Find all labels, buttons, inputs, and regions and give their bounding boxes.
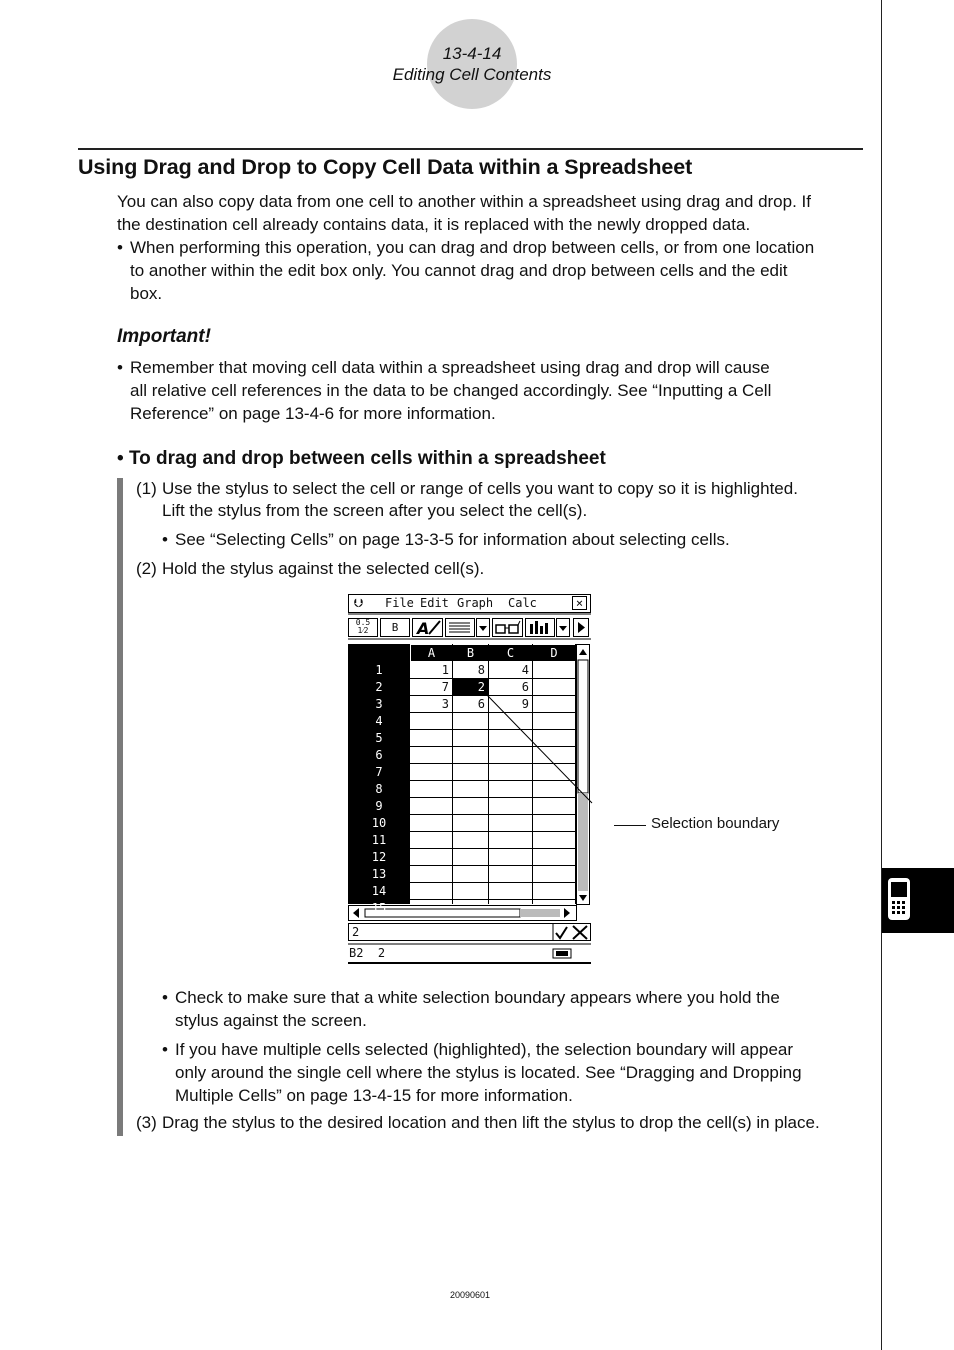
important-line-1: Remember that moving cell data within a spreadsheet using drag and drop will cause <box>130 358 770 377</box>
align-button[interactable] <box>445 618 475 637</box>
cell-view-button[interactable] <box>492 618 523 637</box>
step-2-number: (2) <box>136 559 157 578</box>
section-title: Editing Cell Contents <box>392 65 552 84</box>
cell-c3[interactable]: 9 <box>521 697 529 711</box>
glasses-icon <box>493 619 522 636</box>
row-header[interactable]: 10 <box>348 815 410 831</box>
calculator-icon <box>882 868 954 933</box>
text-edit-icon <box>414 619 442 636</box>
row-header[interactable]: 7 <box>348 764 410 780</box>
step-2-text: Hold the stylus against the selected cell(s). <box>162 559 485 578</box>
intro-line-2: the destination cell already contains data, it is replaced with the newly dropped data. <box>117 215 751 234</box>
status-bar: B2 2 <box>349 946 386 960</box>
calculator-screen <box>347 593 592 966</box>
row-header[interactable]: 2 <box>348 679 410 695</box>
column-header-a[interactable]: A <box>411 645 452 661</box>
menu-calc[interactable]: Calc <box>508 596 537 610</box>
note-1-line-2: stylus against the screen. <box>175 1011 367 1030</box>
note-2-line-3: Multiple Cells” on page 13-4-15 for more information. <box>175 1086 573 1105</box>
intro-bullet <box>117 236 815 305</box>
menu-graph[interactable]: Graph <box>457 596 494 610</box>
fraction-button[interactable] <box>348 618 378 637</box>
bold-button[interactable]: B <box>380 618 410 637</box>
row-header[interactable]: 4 <box>348 713 410 729</box>
row-header[interactable]: 1 <box>348 662 410 678</box>
note-1-line-1: Check to make sure that a white selection boundary appears where you hold the <box>175 988 780 1007</box>
heading-rule <box>78 148 863 150</box>
row-header[interactable]: 8 <box>348 781 410 797</box>
row-header[interactable]: 5 <box>348 730 410 746</box>
step-1-line-2: Lift the stylus from the screen after you select the cell(s). <box>162 501 588 520</box>
row-header[interactable] <box>348 900 410 904</box>
cell-a3[interactable]: 3 <box>441 697 449 711</box>
callout-leader <box>614 825 646 826</box>
intro-line-1: You can also copy data from one cell to another within a spreadsheet using drag and drop. If <box>117 192 811 211</box>
fraction-bottom: 1⁄2 <box>357 626 369 635</box>
cell-b2-selected[interactable]: 2 <box>477 680 485 694</box>
format-button[interactable] <box>412 618 443 637</box>
toolbar-next[interactable] <box>573 618 589 637</box>
note-2 <box>162 1038 802 1107</box>
cell-a2[interactable]: 7 <box>441 680 449 694</box>
menu-edit[interactable]: Edit <box>420 596 449 610</box>
cell-c2[interactable]: 6 <box>521 680 529 694</box>
graph-dropdown[interactable] <box>556 618 570 637</box>
step-1-number: (1) <box>136 479 157 498</box>
chevron-down-icon <box>557 619 569 636</box>
page-title: Using Drag and Drop to Copy Cell Data within a Spreadsheet <box>78 155 693 179</box>
row-header[interactable]: 14 <box>348 883 410 899</box>
bar-chart-icon <box>526 619 554 636</box>
chevron-down-icon <box>477 619 489 636</box>
edit-box[interactable]: 2 <box>352 925 360 939</box>
important-title: Important! <box>117 326 211 347</box>
cell-b1[interactable]: 8 <box>477 663 485 677</box>
bullet-dot: • <box>117 238 123 257</box>
column-header-d[interactable]: D <box>533 645 575 661</box>
row-header[interactable]: 11 <box>348 832 410 848</box>
margin-rule <box>881 0 882 1350</box>
procedure-title <box>117 448 606 470</box>
row-header[interactable]: 9 <box>348 798 410 814</box>
row-header[interactable]: 12 <box>348 849 410 865</box>
procedure-bullet: • <box>117 448 124 469</box>
svg-text:A: A <box>416 619 429 638</box>
graph-button[interactable] <box>525 618 555 637</box>
intro-bullet-line-3: box. <box>130 284 163 303</box>
important-line-3: Reference” on page 13-4-6 for more information. <box>130 404 496 423</box>
align-icon <box>446 619 474 636</box>
bullet-dot: • <box>117 358 123 377</box>
selection-boundary-label: Selection boundary <box>651 815 780 832</box>
intro-bullet-line-2: to another within the edit box only. You cannot drag and drop between cells and the edit <box>130 261 788 280</box>
step-3-number: (3) <box>136 1113 157 1132</box>
fraction-top: 0.5 <box>355 618 371 627</box>
cell-c1[interactable]: 4 <box>521 663 529 677</box>
align-dropdown[interactable] <box>476 618 490 637</box>
important-line-2: all relative cell references in the data to be changed accordingly. See “Inputting a Cell <box>130 381 772 400</box>
note-1 <box>162 986 780 1032</box>
important-bullet <box>117 356 772 425</box>
step-3-text: Drag the stylus to the desired location and then lift the stylus to drop the cell(s) in place. <box>162 1113 820 1132</box>
procedure-title-text: To drag and drop between cells within a spreadsheet <box>128 448 606 469</box>
bullet-dot: • <box>162 988 168 1007</box>
step-1-line-1: Use the stylus to select the cell or range of cells you want to copy so it is highlighted. <box>162 479 798 498</box>
menu-icon[interactable]: ⮋ <box>354 596 364 610</box>
note-2-line-1: If you have multiple cells selected (highlighted), the selection boundary will appear <box>175 1040 794 1059</box>
step-1-note <box>162 528 730 551</box>
page-number: 13-4-14 <box>442 44 502 63</box>
header-circle <box>427 19 517 109</box>
row-header[interactable]: 13 <box>348 866 410 882</box>
step-1-note-text: See “Selecting Cells” on page 13-3-5 for information about selecting cells. <box>175 530 730 549</box>
bullet-dot: • <box>162 1040 168 1059</box>
chevron-right-icon <box>574 619 588 636</box>
bullet-dot: • <box>162 530 168 549</box>
column-header-b[interactable]: B <box>453 645 488 661</box>
cell-a1[interactable]: 1 <box>441 663 449 677</box>
intro-bullet-line-1: When performing this operation, you can drag and drop between cells, or from one location <box>130 238 815 257</box>
menu-file[interactable]: File <box>385 596 414 610</box>
note-2-line-2: only around the single cell where the stylus is located. See “Dragging and Dropping <box>175 1063 802 1082</box>
column-header-c[interactable]: C <box>489 645 532 661</box>
close-icon[interactable]: ⨯ <box>572 596 587 610</box>
chapter-tab <box>882 868 954 933</box>
row-header[interactable]: 6 <box>348 747 410 763</box>
procedure-bar <box>117 478 123 1136</box>
row-header[interactable]: 3 <box>348 696 410 712</box>
footer-code: 20090601 <box>449 1290 491 1300</box>
cell-b3[interactable]: 6 <box>477 697 485 711</box>
